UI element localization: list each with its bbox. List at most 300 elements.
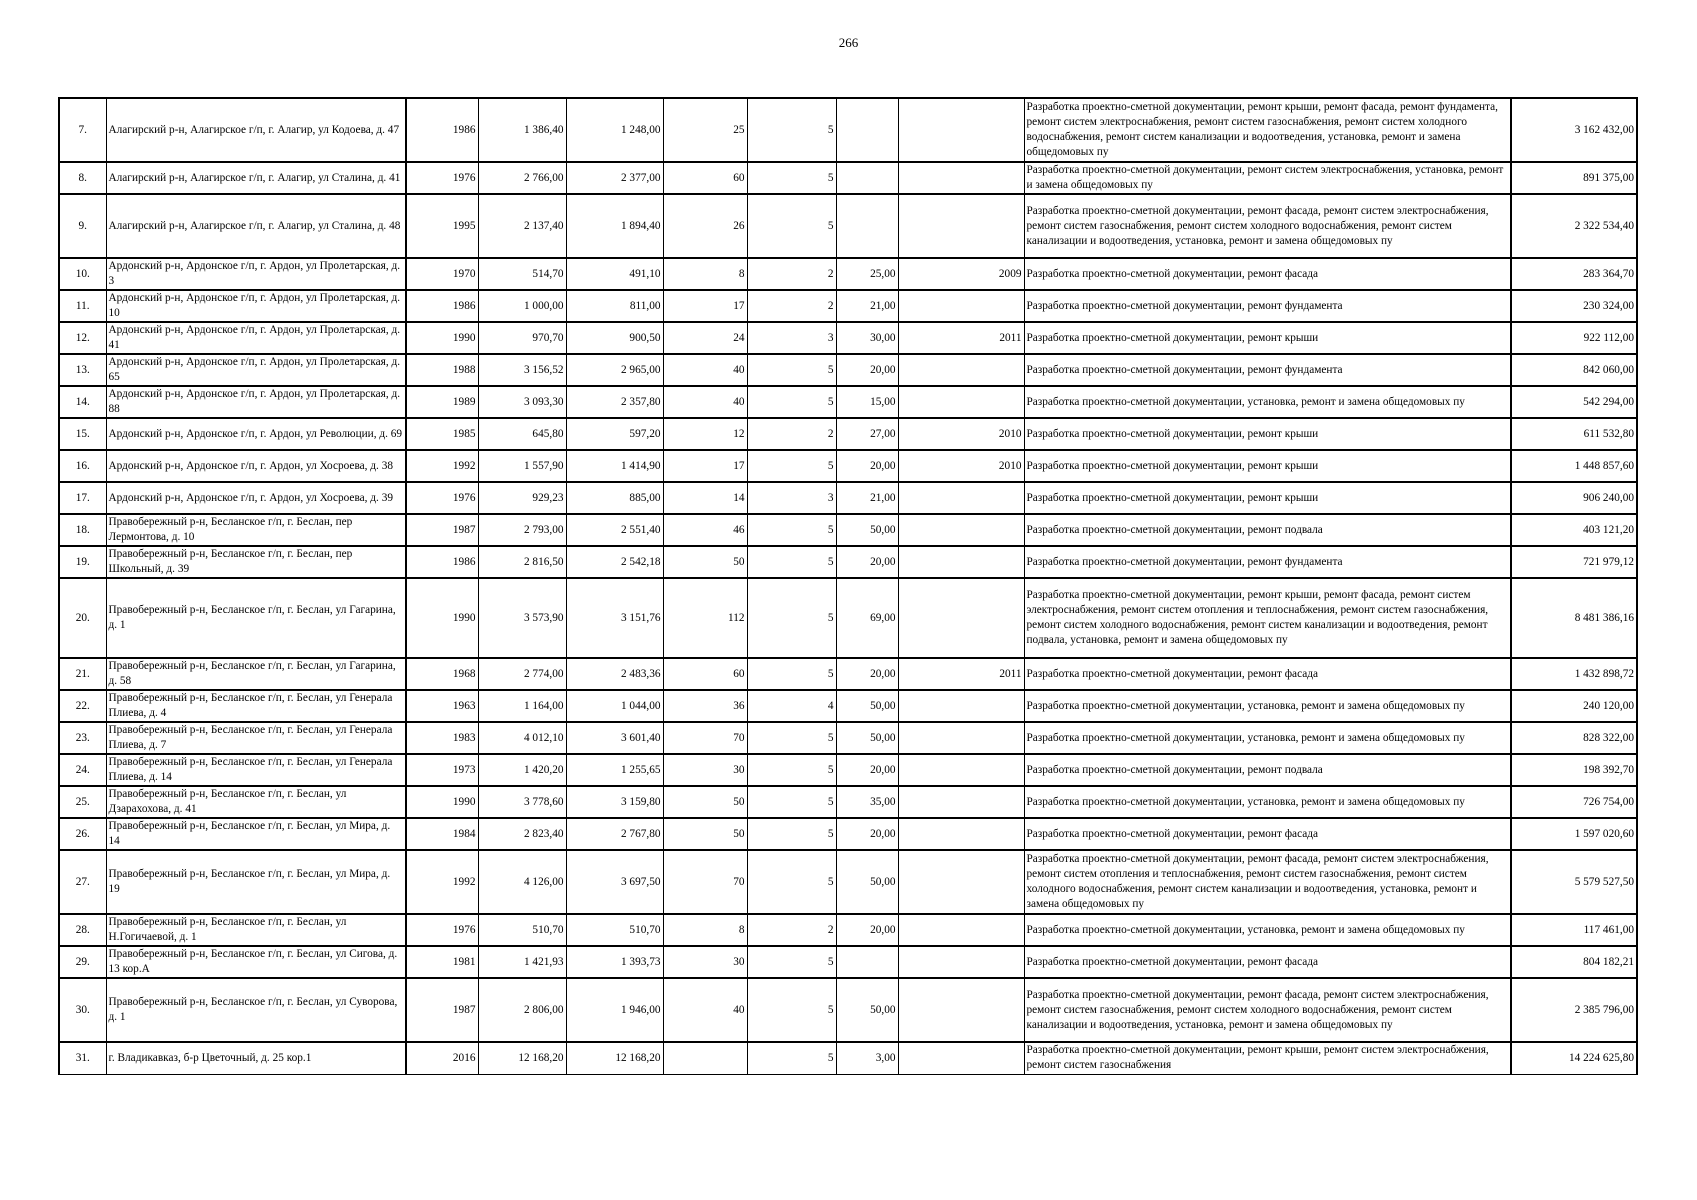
repair-year-cell [898, 98, 1024, 162]
works-cell: Разработка проектно-сметной документации, ремонт подвала [1024, 514, 1511, 546]
cost-cell: 1 597 020,60 [1511, 818, 1637, 850]
table-row [59, 722, 1637, 754]
build-year-cell: 1987 [406, 514, 478, 546]
works-cell: Разработка проектно-сметной документации, установка, ремонт и замена общедомовых пу [1024, 914, 1511, 946]
build-year-cell: 1988 [406, 354, 478, 386]
wear-cell: 69,00 [836, 578, 898, 658]
address-cell: Правобережный р-н, Бесланское г/п, г. Беслан, пер Школьный, д. 39 [106, 546, 406, 578]
floors-cell: 2 [747, 258, 836, 290]
total-area-cell: 1 557,90 [478, 450, 566, 482]
total-area-cell: 1 000,00 [478, 290, 566, 322]
living-area-cell: 3 697,50 [566, 850, 663, 914]
living-area-cell: 2 377,00 [566, 162, 663, 194]
build-year-cell: 1992 [406, 450, 478, 482]
table-row [59, 546, 1637, 578]
residents-cell: 36 [663, 690, 747, 722]
residents-cell: 112 [663, 578, 747, 658]
residents-cell: 30 [663, 946, 747, 978]
cost-cell: 726 754,00 [1511, 786, 1637, 818]
living-area-cell: 491,10 [566, 258, 663, 290]
table-row [59, 418, 1637, 450]
floors-cell: 5 [747, 722, 836, 754]
build-year-cell: 1970 [406, 258, 478, 290]
build-year-cell: 1986 [406, 290, 478, 322]
row-number: 11. [59, 290, 106, 322]
build-year-cell: 1976 [406, 162, 478, 194]
living-area-cell: 900,50 [566, 322, 663, 354]
total-area-cell: 970,70 [478, 322, 566, 354]
total-area-cell: 3 573,90 [478, 578, 566, 658]
residents-cell: 50 [663, 786, 747, 818]
total-area-cell: 1 421,93 [478, 946, 566, 978]
floors-cell: 3 [747, 322, 836, 354]
total-area-cell: 2 766,00 [478, 162, 566, 194]
living-area-cell: 2 483,36 [566, 658, 663, 690]
address-cell: Правобережный р-н, Бесланское г/п, г. Беслан, ул Мира, д. 14 [106, 818, 406, 850]
repair-year-cell [898, 290, 1024, 322]
table-row [59, 690, 1637, 722]
wear-cell: 20,00 [836, 450, 898, 482]
table-row [59, 482, 1637, 514]
row-number: 31. [59, 1042, 106, 1074]
cost-cell: 5 579 527,50 [1511, 850, 1637, 914]
floors-cell: 5 [747, 786, 836, 818]
living-area-cell: 12 168,20 [566, 1042, 663, 1074]
works-cell: Разработка проектно-сметной документации, ремонт крыши [1024, 450, 1511, 482]
works-cell: Разработка проектно-сметной документации, ремонт крыши [1024, 418, 1511, 450]
residents-cell: 26 [663, 194, 747, 258]
repair-year-cell [898, 754, 1024, 786]
build-year-cell: 1990 [406, 578, 478, 658]
cost-cell: 283 364,70 [1511, 258, 1637, 290]
wear-cell: 50,00 [836, 690, 898, 722]
repair-year-cell [898, 482, 1024, 514]
cost-cell: 2 322 534,40 [1511, 194, 1637, 258]
floors-cell: 2 [747, 914, 836, 946]
cost-cell: 906 240,00 [1511, 482, 1637, 514]
wear-cell: 20,00 [836, 818, 898, 850]
residents-cell: 50 [663, 818, 747, 850]
build-year-cell: 1981 [406, 946, 478, 978]
wear-cell [836, 98, 898, 162]
floors-cell: 3 [747, 482, 836, 514]
residents-cell: 46 [663, 514, 747, 546]
build-year-cell: 1984 [406, 818, 478, 850]
wear-cell: 50,00 [836, 978, 898, 1042]
residents-cell: 40 [663, 978, 747, 1042]
living-area-cell: 3 601,40 [566, 722, 663, 754]
address-cell: Ардонский р-н, Ардонское г/п, г. Ардон, ул Хосроева, д. 38 [106, 450, 406, 482]
row-number: 21. [59, 658, 106, 690]
wear-cell: 15,00 [836, 386, 898, 418]
cost-cell: 230 324,00 [1511, 290, 1637, 322]
address-cell: Правобережный р-н, Бесланское г/п, г. Беслан, ул Суворова, д. 1 [106, 978, 406, 1042]
row-number: 16. [59, 450, 106, 482]
total-area-cell: 929,23 [478, 482, 566, 514]
table-row [59, 786, 1637, 818]
residents-cell: 30 [663, 754, 747, 786]
wear-cell [836, 946, 898, 978]
address-cell: Правобережный р-н, Бесланское г/п, г. Беслан, пер Лермонтова, д. 10 [106, 514, 406, 546]
row-number: 12. [59, 322, 106, 354]
floors-cell: 5 [747, 194, 836, 258]
row-number: 28. [59, 914, 106, 946]
works-cell: Разработка проектно-сметной документации, установка, ремонт и замена общедомовых пу [1024, 786, 1511, 818]
living-area-cell: 510,70 [566, 914, 663, 946]
build-year-cell: 1990 [406, 322, 478, 354]
living-area-cell: 811,00 [566, 290, 663, 322]
floors-cell: 5 [747, 386, 836, 418]
table-row [59, 850, 1637, 914]
wear-cell: 20,00 [836, 914, 898, 946]
works-cell: Разработка проектно-сметной документации, ремонт подвала [1024, 754, 1511, 786]
repair-year-cell [898, 978, 1024, 1042]
row-number: 24. [59, 754, 106, 786]
total-area-cell: 510,70 [478, 914, 566, 946]
works-cell: Разработка проектно-сметной документации, установка, ремонт и замена общедомовых пу [1024, 722, 1511, 754]
residents-cell: 40 [663, 354, 747, 386]
residents-cell [663, 1042, 747, 1074]
wear-cell: 25,00 [836, 258, 898, 290]
table-row [59, 1042, 1637, 1074]
row-number: 20. [59, 578, 106, 658]
living-area-cell: 1 248,00 [566, 98, 663, 162]
floors-cell: 5 [747, 658, 836, 690]
address-cell: Правобережный р-н, Бесланское г/п, г. Беслан, ул Мира, д. 19 [106, 850, 406, 914]
table-row [59, 914, 1637, 946]
wear-cell: 30,00 [836, 322, 898, 354]
floors-cell: 5 [747, 818, 836, 850]
table-row [59, 290, 1637, 322]
total-area-cell: 3 156,52 [478, 354, 566, 386]
total-area-cell: 4 012,10 [478, 722, 566, 754]
cost-cell: 922 112,00 [1511, 322, 1637, 354]
works-cell: Разработка проектно-сметной документации, ремонт фасада [1024, 658, 1511, 690]
repair-year-cell [898, 1042, 1024, 1074]
housing-repair-table [58, 97, 1638, 1075]
living-area-cell: 1 255,65 [566, 754, 663, 786]
floors-cell: 5 [747, 578, 836, 658]
total-area-cell: 2 816,50 [478, 546, 566, 578]
repair-year-cell: 2011 [898, 658, 1024, 690]
row-number: 19. [59, 546, 106, 578]
cost-cell: 8 481 386,16 [1511, 578, 1637, 658]
table-row [59, 354, 1637, 386]
residents-cell: 40 [663, 386, 747, 418]
table-row [59, 98, 1637, 162]
works-cell: Разработка проектно-сметной документации, ремонт крыши, ремонт фасада, ремонт систем электроснабжения, ремонт систем отопления и теплоснабжения, ремонт систем газоснабжения, ремонт систем холодного водоснабжения, ремонт систем канализации и водоотведения, ремонт подвала, установка, ремонт и замена общедомовых пу [1024, 578, 1511, 658]
address-cell: Ардонский р-н, Ардонское г/п, г. Ардон, ул Пролетарская, д. 88 [106, 386, 406, 418]
residents-cell: 60 [663, 162, 747, 194]
address-cell: Ардонский р-н, Ардонское г/п, г. Ардон, ул Пролетарская, д. 10 [106, 290, 406, 322]
table-row [59, 258, 1637, 290]
residents-cell: 70 [663, 722, 747, 754]
build-year-cell: 1963 [406, 690, 478, 722]
works-cell: Разработка проектно-сметной документации, ремонт фундамента [1024, 546, 1511, 578]
living-area-cell: 1 894,40 [566, 194, 663, 258]
living-area-cell: 2 542,18 [566, 546, 663, 578]
residents-cell: 25 [663, 98, 747, 162]
build-year-cell: 1973 [406, 754, 478, 786]
address-cell: г. Владикавказ, б-р Цветочный, д. 25 кор.1 [106, 1042, 406, 1074]
cost-cell: 14 224 625,80 [1511, 1042, 1637, 1074]
residents-cell: 17 [663, 450, 747, 482]
table-row [59, 514, 1637, 546]
build-year-cell: 1990 [406, 786, 478, 818]
repair-year-cell [898, 818, 1024, 850]
repair-year-cell: 2009 [898, 258, 1024, 290]
cost-cell: 828 322,00 [1511, 722, 1637, 754]
works-cell: Разработка проектно-сметной документации, ремонт фасада, ремонт систем электроснабжения, ремонт систем газоснабжения, ремонт систем холодного водоснабжения, ремонт систем канализации и водоотведения, установка, ремонт и замена общедомовых пу [1024, 194, 1511, 258]
cost-cell: 842 060,00 [1511, 354, 1637, 386]
total-area-cell: 1 386,40 [478, 98, 566, 162]
wear-cell [836, 194, 898, 258]
works-cell: Разработка проектно-сметной документации, установка, ремонт и замена общедомовых пу [1024, 386, 1511, 418]
wear-cell [836, 162, 898, 194]
works-cell: Разработка проектно-сметной документации, ремонт систем электроснабжения, установка, ремонт и замена общедомовых пу [1024, 162, 1511, 194]
residents-cell: 8 [663, 914, 747, 946]
address-cell: Правобережный р-н, Бесланское г/п, г. Беслан, ул Генерала Плиева, д. 4 [106, 690, 406, 722]
cost-cell: 198 392,70 [1511, 754, 1637, 786]
wear-cell: 20,00 [836, 546, 898, 578]
total-area-cell: 12 168,20 [478, 1042, 566, 1074]
row-number: 23. [59, 722, 106, 754]
address-cell: Правобережный р-н, Бесланское г/п, г. Беслан, ул Генерала Плиева, д. 7 [106, 722, 406, 754]
floors-cell: 4 [747, 690, 836, 722]
address-cell: Правобережный р-н, Бесланское г/п, г. Беслан, ул Гагарина, д. 58 [106, 658, 406, 690]
table-row [59, 322, 1637, 354]
repair-year-cell [898, 946, 1024, 978]
total-area-cell: 2 137,40 [478, 194, 566, 258]
repair-year-cell [898, 690, 1024, 722]
residents-cell: 17 [663, 290, 747, 322]
cost-cell: 804 182,21 [1511, 946, 1637, 978]
address-cell: Правобережный р-н, Бесланское г/п, г. Беслан, ул Дзарахохова, д. 41 [106, 786, 406, 818]
works-cell: Разработка проектно-сметной документации, ремонт крыши, ремонт фасада, ремонт фундамента, ремонт систем электроснабжения, ремонт систем газоснабжения, ремонт систем холодного водоснабжения, ремонт систем канализации и водоотведения, установка, ремонт и замена общедомовых пу [1024, 98, 1511, 162]
residents-cell: 70 [663, 850, 747, 914]
row-number: 15. [59, 418, 106, 450]
repair-year-cell [898, 578, 1024, 658]
row-number: 22. [59, 690, 106, 722]
address-cell: Ардонский р-н, Ардонское г/п, г. Ардон, ул Пролетарская, д. 65 [106, 354, 406, 386]
address-cell: Алагирский р-н, Алагирское г/п, г. Алагир, ул Сталина, д. 48 [106, 194, 406, 258]
living-area-cell: 2 357,80 [566, 386, 663, 418]
row-number: 8. [59, 162, 106, 194]
address-cell: Правобережный р-н, Бесланское г/п, г. Беслан, ул Сигова, д. 13 кор.А [106, 946, 406, 978]
cost-cell: 542 294,00 [1511, 386, 1637, 418]
wear-cell: 50,00 [836, 722, 898, 754]
build-year-cell: 1995 [406, 194, 478, 258]
residents-cell: 14 [663, 482, 747, 514]
cost-cell: 1 432 898,72 [1511, 658, 1637, 690]
build-year-cell: 2016 [406, 1042, 478, 1074]
total-area-cell: 4 126,00 [478, 850, 566, 914]
cost-cell: 2 385 796,00 [1511, 978, 1637, 1042]
wear-cell: 20,00 [836, 754, 898, 786]
total-area-cell: 1 420,20 [478, 754, 566, 786]
table-row [59, 194, 1637, 258]
build-year-cell: 1968 [406, 658, 478, 690]
row-number: 14. [59, 386, 106, 418]
total-area-cell: 2 823,40 [478, 818, 566, 850]
total-area-cell: 3 093,30 [478, 386, 566, 418]
living-area-cell: 2 551,40 [566, 514, 663, 546]
living-area-cell: 2 965,00 [566, 354, 663, 386]
build-year-cell: 1987 [406, 978, 478, 1042]
build-year-cell: 1976 [406, 482, 478, 514]
living-area-cell: 3 151,76 [566, 578, 663, 658]
works-cell: Разработка проектно-сметной документации, ремонт фасада [1024, 946, 1511, 978]
works-cell: Разработка проектно-сметной документации, ремонт фасада [1024, 258, 1511, 290]
address-cell: Ардонский р-н, Ардонское г/п, г. Ардон, ул Пролетарская, д. 3 [106, 258, 406, 290]
table-row [59, 946, 1637, 978]
cost-cell: 611 532,80 [1511, 418, 1637, 450]
row-number: 29. [59, 946, 106, 978]
repair-year-cell [898, 386, 1024, 418]
residents-cell: 50 [663, 546, 747, 578]
total-area-cell: 2 806,00 [478, 978, 566, 1042]
wear-cell: 3,00 [836, 1042, 898, 1074]
address-cell: Правобережный р-н, Бесланское г/п, г. Беслан, ул Н.Гогичаевой, д. 1 [106, 914, 406, 946]
wear-cell: 21,00 [836, 482, 898, 514]
build-year-cell: 1983 [406, 722, 478, 754]
cost-cell: 240 120,00 [1511, 690, 1637, 722]
works-cell: Разработка проектно-сметной документации, установка, ремонт и замена общедомовых пу [1024, 690, 1511, 722]
floors-cell: 5 [747, 514, 836, 546]
table-row [59, 818, 1637, 850]
wear-cell: 21,00 [836, 290, 898, 322]
living-area-cell: 1 946,00 [566, 978, 663, 1042]
living-area-cell: 1 044,00 [566, 690, 663, 722]
repair-year-cell [898, 194, 1024, 258]
works-cell: Разработка проектно-сметной документации, ремонт фундамента [1024, 354, 1511, 386]
row-number: 7. [59, 98, 106, 162]
cost-cell: 3 162 432,00 [1511, 98, 1637, 162]
row-number: 25. [59, 786, 106, 818]
floors-cell: 5 [747, 850, 836, 914]
residents-cell: 60 [663, 658, 747, 690]
build-year-cell: 1989 [406, 386, 478, 418]
wear-cell: 50,00 [836, 514, 898, 546]
wear-cell: 27,00 [836, 418, 898, 450]
table-row [59, 578, 1637, 658]
build-year-cell: 1985 [406, 418, 478, 450]
repair-year-cell [898, 546, 1024, 578]
total-area-cell: 2 774,00 [478, 658, 566, 690]
table-row [59, 658, 1637, 690]
address-cell: Ардонский р-н, Ардонское г/п, г. Ардон, ул Революции, д. 69 [106, 418, 406, 450]
table-row [59, 162, 1637, 194]
repair-year-cell [898, 514, 1024, 546]
build-year-cell: 1986 [406, 546, 478, 578]
residents-cell: 12 [663, 418, 747, 450]
row-number: 18. [59, 514, 106, 546]
floors-cell: 2 [747, 290, 836, 322]
repair-year-cell [898, 162, 1024, 194]
address-cell: Алагирский р-н, Алагирское г/п, г. Алагир, ул Кодоева, д. 47 [106, 98, 406, 162]
cost-cell: 1 448 857,60 [1511, 450, 1637, 482]
address-cell: Алагирский р-н, Алагирское г/п, г. Алагир, ул Сталина, д. 41 [106, 162, 406, 194]
row-number: 30. [59, 978, 106, 1042]
repair-year-cell [898, 914, 1024, 946]
row-number: 9. [59, 194, 106, 258]
repair-year-cell [898, 786, 1024, 818]
living-area-cell: 597,20 [566, 418, 663, 450]
wear-cell: 20,00 [836, 354, 898, 386]
living-area-cell: 2 767,80 [566, 818, 663, 850]
floors-cell: 5 [747, 978, 836, 1042]
works-cell: Разработка проектно-сметной документации, ремонт фасада [1024, 818, 1511, 850]
works-cell: Разработка проектно-сметной документации, ремонт фасада, ремонт систем электроснабжения, ремонт систем газоснабжения, ремонт систем холодного водоснабжения, ремонт систем канализации и водоотведения, установка, ремонт и замена общедомовых пу [1024, 978, 1511, 1042]
total-area-cell: 3 778,60 [478, 786, 566, 818]
row-number: 13. [59, 354, 106, 386]
floors-cell: 5 [747, 754, 836, 786]
floors-cell: 5 [747, 98, 836, 162]
row-number: 17. [59, 482, 106, 514]
floors-cell: 5 [747, 1042, 836, 1074]
address-cell: Правобережный р-н, Бесланское г/п, г. Беслан, ул Гагарина, д. 1 [106, 578, 406, 658]
works-cell: Разработка проектно-сметной документации, ремонт крыши, ремонт систем электроснабжения, ремонт систем газоснабжения [1024, 1042, 1511, 1074]
build-year-cell: 1992 [406, 850, 478, 914]
build-year-cell: 1976 [406, 914, 478, 946]
wear-cell: 50,00 [836, 850, 898, 914]
page-number: 266 [838, 35, 859, 50]
cost-cell: 117 461,00 [1511, 914, 1637, 946]
address-cell: Ардонский р-н, Ардонское г/п, г. Ардон, ул Хосроева, д. 39 [106, 482, 406, 514]
table-row [59, 978, 1637, 1042]
repair-year-cell: 2010 [898, 418, 1024, 450]
build-year-cell: 1986 [406, 98, 478, 162]
table-row [59, 386, 1637, 418]
repair-year-cell [898, 850, 1024, 914]
works-cell: Разработка проектно-сметной документации, ремонт фасада, ремонт систем электроснабжения, ремонт систем отопления и теплоснабжения, ремонт систем газоснабжения, ремонт систем холодного водоснабжения, ремонт систем канализации и водоотведения, установка, ремонт и замена общедомовых пу [1024, 850, 1511, 914]
row-number: 10. [59, 258, 106, 290]
wear-cell: 20,00 [836, 658, 898, 690]
repair-year-cell [898, 354, 1024, 386]
works-cell: Разработка проектно-сметной документации, ремонт крыши [1024, 322, 1511, 354]
row-number: 27. [59, 850, 106, 914]
living-area-cell: 885,00 [566, 482, 663, 514]
floors-cell: 5 [747, 354, 836, 386]
living-area-cell: 1 393,73 [566, 946, 663, 978]
floors-cell: 5 [747, 546, 836, 578]
table-row [59, 754, 1637, 786]
table-row [59, 450, 1637, 482]
total-area-cell: 514,70 [478, 258, 566, 290]
total-area-cell: 1 164,00 [478, 690, 566, 722]
repair-year-cell [898, 722, 1024, 754]
floors-cell: 5 [747, 162, 836, 194]
cost-cell: 403 121,20 [1511, 514, 1637, 546]
living-area-cell: 3 159,80 [566, 786, 663, 818]
residents-cell: 8 [663, 258, 747, 290]
total-area-cell: 645,80 [478, 418, 566, 450]
floors-cell: 5 [747, 946, 836, 978]
floors-cell: 5 [747, 450, 836, 482]
living-area-cell: 1 414,90 [566, 450, 663, 482]
wear-cell: 35,00 [836, 786, 898, 818]
address-cell: Правобережный р-н, Бесланское г/п, г. Беслан, ул Генерала Плиева, д. 14 [106, 754, 406, 786]
total-area-cell: 2 793,00 [478, 514, 566, 546]
address-cell: Ардонский р-н, Ардонское г/п, г. Ардон, ул Пролетарская, д. 41 [106, 322, 406, 354]
cost-cell: 721 979,12 [1511, 546, 1637, 578]
residents-cell: 24 [663, 322, 747, 354]
works-cell: Разработка проектно-сметной документации, ремонт фундамента [1024, 290, 1511, 322]
cost-cell: 891 375,00 [1511, 162, 1637, 194]
floors-cell: 2 [747, 418, 836, 450]
repair-year-cell: 2010 [898, 450, 1024, 482]
works-cell: Разработка проектно-сметной документации, ремонт крыши [1024, 482, 1511, 514]
